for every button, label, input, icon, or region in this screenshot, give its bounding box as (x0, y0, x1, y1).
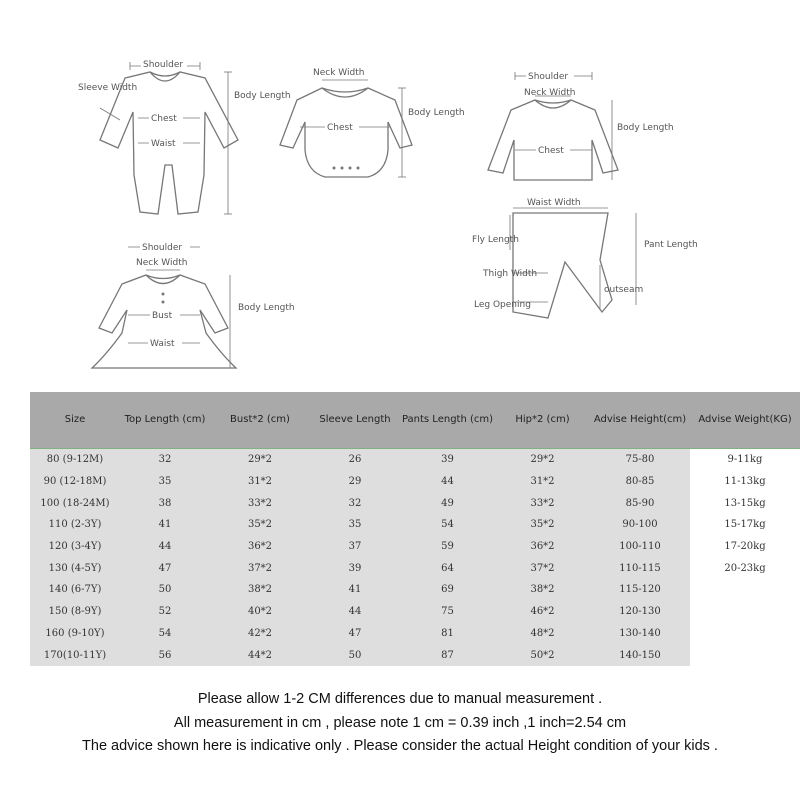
cell-size: 170(10-11Y) (30, 644, 120, 666)
cell-pants: 44 (400, 471, 495, 493)
pants-diagram (472, 198, 698, 318)
header-pants-length: Pants Length (cm) (400, 392, 495, 449)
pants-pant-length-label: Pant Length (644, 240, 698, 250)
romper-sleeve-width-label: Sleeve Width (78, 83, 138, 93)
dress-neck-width-label: Neck Width (136, 258, 188, 268)
dress-diagram (92, 241, 295, 368)
cell-pants: 59 (400, 536, 495, 558)
cell-sleeve: 44 (310, 601, 400, 623)
cell-bust: 40*2 (210, 601, 310, 623)
cell-weight (690, 644, 800, 666)
cell-sleeve: 26 (310, 449, 400, 471)
pants-leg-opening-label: Leg Opening (474, 300, 531, 310)
cell-top: 52 (120, 601, 210, 623)
pants-fly-length-label: Fly Length (472, 235, 519, 245)
size-chart-table (30, 392, 800, 666)
table-row (30, 492, 800, 514)
cell-top: 56 (120, 644, 210, 666)
dress-body-length-label: Body Length (238, 303, 295, 313)
cell-top: 38 (120, 492, 210, 514)
note-line-2: All measurement in cm , please note 1 cm = 0.39 inch ,1 inch=2.54 cm (173, 714, 627, 731)
cell-size: 130 (4-5Y) (30, 557, 120, 579)
cell-top: 41 (120, 514, 210, 536)
cell-size: 140 (6-7Y) (30, 579, 120, 601)
cell-pants: 81 (400, 623, 495, 645)
cell-bust: 37*2 (210, 557, 310, 579)
cell-hip: 50*2 (495, 644, 590, 666)
cell-top: 50 (120, 579, 210, 601)
cell-bust: 33*2 (210, 492, 310, 514)
pants-outseam-label: outseam (604, 285, 644, 295)
cell-sleeve: 39 (310, 557, 400, 579)
cell-bust: 42*2 (210, 623, 310, 645)
romper-body-length-label: Body Length (234, 91, 291, 101)
cell-size: 160 (9-10Y) (30, 623, 120, 645)
cell-hip: 46*2 (495, 601, 590, 623)
header-hip: Hip*2 (cm) (495, 392, 590, 449)
top-chest-label: Chest (538, 146, 564, 156)
cell-weight (690, 623, 800, 645)
bodysuit-diagram (280, 68, 465, 177)
cell-pants: 64 (400, 557, 495, 579)
cell-sleeve: 37 (310, 536, 400, 558)
cell-height: 75-80 (590, 449, 690, 471)
garment-diagrams (0, 0, 800, 390)
header-top-length: Top Length (cm) (120, 392, 210, 449)
cell-bust: 29*2 (210, 449, 310, 471)
cell-bust: 35*2 (210, 514, 310, 536)
cell-height: 80-85 (590, 471, 690, 493)
cell-hip: 29*2 (495, 449, 590, 471)
cell-pants: 54 (400, 514, 495, 536)
table-body (30, 449, 800, 666)
cell-bust: 38*2 (210, 579, 310, 601)
cell-pants: 87 (400, 644, 495, 666)
cell-hip: 38*2 (495, 579, 590, 601)
header-advise-weight: Advise Weight(KG) (690, 392, 800, 449)
cell-sleeve: 50 (310, 644, 400, 666)
measurement-notes (0, 688, 800, 759)
table-row (30, 644, 800, 666)
cell-height: 110-115 (590, 557, 690, 579)
cell-top: 44 (120, 536, 210, 558)
diagram-canvas (0, 0, 800, 390)
cell-weight: 15-17kg (690, 514, 800, 536)
top-shoulder-label: Shoulder (528, 72, 569, 82)
cell-hip: 37*2 (495, 557, 590, 579)
dress-outline (92, 275, 236, 368)
dress-shoulder-label: Shoulder (142, 243, 183, 253)
cell-size: 150 (8-9Y) (30, 601, 120, 623)
header-sleeve-length: Sleeve Length (310, 392, 400, 449)
header-size: Size (30, 392, 120, 449)
romper-waist-label: Waist (151, 139, 176, 149)
cell-sleeve: 41 (310, 579, 400, 601)
note-line-3: The advice shown here is indicative only . Please consider the actual Height condition of your kids . (82, 738, 718, 754)
cell-hip: 48*2 (495, 623, 590, 645)
cell-pants: 39 (400, 449, 495, 471)
header-advise-height: Advise Height(cm) (590, 392, 690, 449)
cell-weight: 20-23kg (690, 557, 800, 579)
top-body-length-label: Body Length (617, 123, 674, 133)
cell-weight (690, 601, 800, 623)
table-row (30, 449, 800, 471)
cell-bust: 44*2 (210, 644, 310, 666)
cell-size: 100 (18-24M) (30, 492, 120, 514)
cell-top: 47 (120, 557, 210, 579)
cell-weight: 17-20kg (690, 536, 800, 558)
table-row (30, 557, 800, 579)
top-diagram (488, 70, 674, 180)
table-row (30, 623, 800, 645)
table-row (30, 514, 800, 536)
cell-size: 120 (3-4Y) (30, 536, 120, 558)
table-row (30, 536, 800, 558)
cell-sleeve: 32 (310, 492, 400, 514)
top-neck-width-label: Neck Width (524, 88, 576, 98)
cell-pants: 49 (400, 492, 495, 514)
bodysuit-chest-label: Chest (327, 123, 353, 133)
romper-diagram (78, 58, 291, 214)
note-line-1: Please allow 1-2 CM differences due to manual measurement . (197, 691, 603, 707)
cell-pants: 69 (400, 579, 495, 601)
cell-top: 54 (120, 623, 210, 645)
cell-hip: 33*2 (495, 492, 590, 514)
cell-size: 110 (2-3Y) (30, 514, 120, 536)
cell-height: 90-100 (590, 514, 690, 536)
cell-top: 32 (120, 449, 210, 471)
cell-bust: 36*2 (210, 536, 310, 558)
dress-waist-label: Waist (150, 339, 175, 349)
romper-shoulder-label: Shoulder (143, 60, 184, 70)
cell-height: 140-150 (590, 644, 690, 666)
table-row (30, 601, 800, 623)
cell-height: 115-120 (590, 579, 690, 601)
pants-waist-width-label: Waist Width (527, 198, 581, 208)
cell-height: 120-130 (590, 601, 690, 623)
cell-bust: 31*2 (210, 471, 310, 493)
romper-chest-label: Chest (151, 114, 177, 124)
cell-size: 80 (9-12M) (30, 449, 120, 471)
cell-pants: 75 (400, 601, 495, 623)
dress-bust-label: Bust (152, 311, 173, 321)
cell-hip: 31*2 (495, 471, 590, 493)
cell-height: 130-140 (590, 623, 690, 645)
bodysuit-body-length-label: Body Length (408, 108, 465, 118)
top-outline (488, 100, 618, 180)
table-row (30, 471, 800, 493)
cell-weight: 9-11kg (690, 449, 800, 471)
pants-thigh-width-label: Thigh Width (483, 269, 538, 279)
table-header-row (30, 392, 800, 449)
cell-weight: 11-13kg (690, 471, 800, 493)
header-bust: Bust*2 (cm) (210, 392, 310, 449)
cell-hip: 36*2 (495, 536, 590, 558)
cell-sleeve: 47 (310, 623, 400, 645)
cell-size: 90 (12-18M) (30, 471, 120, 493)
table-row (30, 579, 800, 601)
cell-weight: 13-15kg (690, 492, 800, 514)
cell-weight (690, 579, 800, 601)
cell-sleeve: 35 (310, 514, 400, 536)
cell-height: 100-110 (590, 536, 690, 558)
cell-hip: 35*2 (495, 514, 590, 536)
cell-top: 35 (120, 471, 210, 493)
cell-height: 85-90 (590, 492, 690, 514)
bodysuit-neck-width-label: Neck Width (313, 68, 365, 78)
cell-sleeve: 29 (310, 471, 400, 493)
